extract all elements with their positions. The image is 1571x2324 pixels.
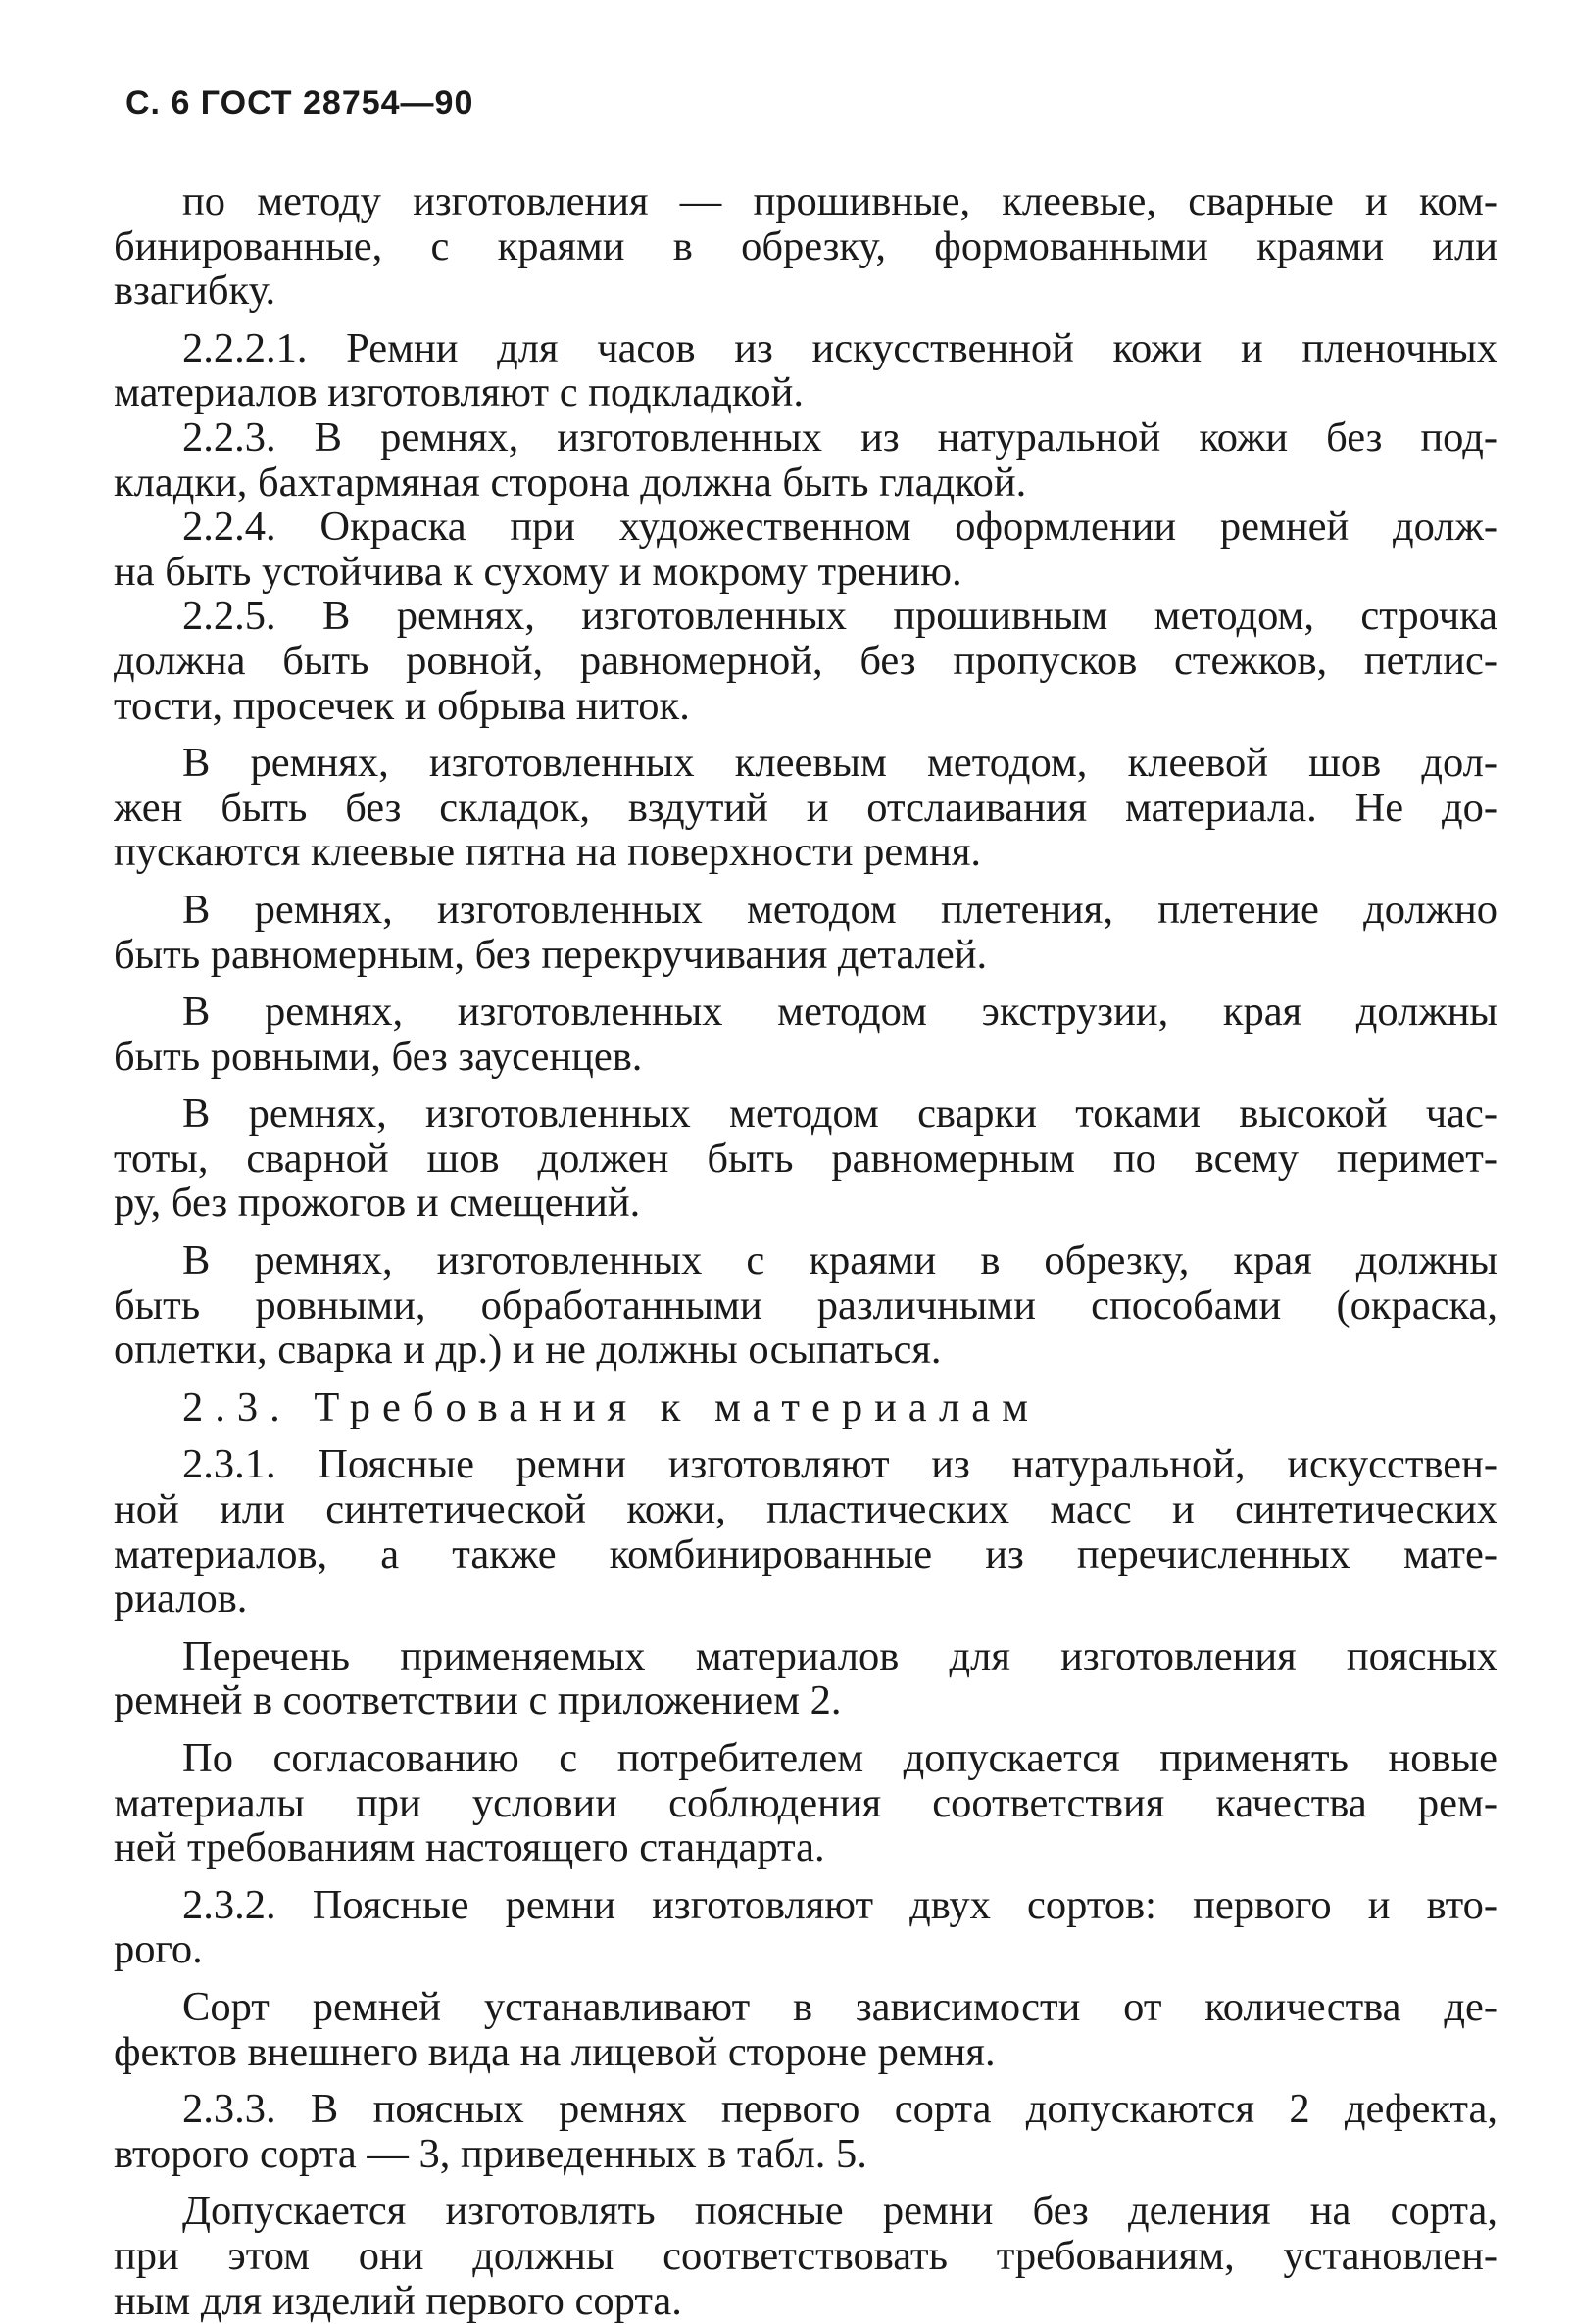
paragraph xyxy=(114,179,1497,314)
text-line: рого. xyxy=(114,1926,203,1973)
paragraph xyxy=(114,741,1497,875)
text-line: Допускается изготовлять поясные ремни без деления на сорта, xyxy=(182,2189,1497,2234)
text-line: кладки, бахтармяная сторона должна быть гладкой. xyxy=(114,459,1027,506)
text-line: жен быть без складок, вздутий и отслаивания материала. Не до- xyxy=(114,785,1497,831)
text-line: быть ровными, без заусенцев. xyxy=(114,1033,643,1080)
paragraph xyxy=(114,990,1497,1079)
text-line: оплетки, сварка и др.) и не должны осыпаться. xyxy=(114,1327,942,1374)
text-line: пускаются клеевые пятна на поверхности ремня. xyxy=(114,829,982,876)
text-line: 2.2.5. В ремнях, изготовленных прошивным методом, строчка xyxy=(182,594,1497,639)
text-line: ней требованиям настоящего стандарта. xyxy=(114,1824,825,1871)
text-line: 2.3. Требования к материалам xyxy=(182,1383,1041,1430)
text-line: 2.3.1. Поясные ремни изготовляют из натуральной, искусствен- xyxy=(182,1442,1497,1488)
text-line: В ремнях, изготовленных методом сварки токами высокой час- xyxy=(182,1091,1497,1137)
text-line: ремней в соответствии с приложением 2. xyxy=(114,1677,842,1724)
text-line: В ремнях, изготовленных методом плетения, плетение должно xyxy=(182,887,1497,933)
text-line: второго сорта — 3, приведенных в табл. 5. xyxy=(114,2130,867,2177)
text-line: Сорт ремней устанавливают в зависимости от количества де- xyxy=(182,1984,1497,2030)
page-header: С. 6 ГОСТ 28754—90 xyxy=(125,84,474,121)
paragraph xyxy=(114,1091,1497,1226)
text-line: быть равномерным, без перекручивания деталей. xyxy=(114,931,988,978)
text-line: на быть устойчива к сухому и мокрому трению. xyxy=(114,548,962,595)
text-line: В ремнях, изготовленных методом экструзии, края должны xyxy=(182,990,1497,1035)
paragraph xyxy=(114,2189,1497,2323)
text-line: фектов внешнего вида на лицевой стороне ремня. xyxy=(114,2028,996,2075)
paragraph xyxy=(114,505,1497,594)
text-line: бинированные, с краями в обрезку, формованными краями или xyxy=(114,223,1497,269)
text-line: В ремнях, изготовленных клеевым методом, клеевой шов дол- xyxy=(182,741,1497,786)
text-line: По согласованию с потребителем допускается применять новые xyxy=(182,1736,1497,1781)
paragraph xyxy=(114,1736,1497,1870)
paragraph xyxy=(114,415,1497,505)
text-line: материалов изготовляют с подкладкой. xyxy=(114,369,805,416)
text-line: Перечень применяемых материалов для изготовления поясных xyxy=(182,1633,1497,1679)
text-line: взагибку. xyxy=(114,267,276,315)
text-line: материалов, а также комбинированные из перечисленных мате- xyxy=(114,1531,1497,1577)
text-line: ру, без прожогов и смещений. xyxy=(114,1180,641,1227)
text-line: 2.3.2. Поясные ремни изготовляют двух сортов: первого и вто- xyxy=(182,1882,1497,1928)
paragraph xyxy=(114,2087,1497,2176)
text-line: 2.2.2.1. Ремни для часов из искусственной кожи и пленочных xyxy=(182,325,1497,371)
paragraph xyxy=(114,1985,1497,2074)
paragraph xyxy=(114,1442,1497,1621)
text-line: 2.2.3. В ремнях, изготовленных из натуральной кожи без под- xyxy=(182,414,1497,460)
text-line: В ремнях, изготовленных с краями в обрезку, края должны xyxy=(182,1238,1497,1283)
paragraph xyxy=(114,1883,1497,1972)
paragraph xyxy=(114,888,1497,977)
text-line: тоты, сварной шов должен быть равномерным по всему перимет- xyxy=(114,1136,1497,1182)
text-line: 2.2.4. Окраска при художественном оформлении ремней долж- xyxy=(182,505,1497,550)
text-line: материалы при условии соблюдения соответствия качества рем- xyxy=(114,1780,1497,1826)
section-heading xyxy=(114,1385,1497,1430)
text-line: 2.3.3. В поясных ремнях первого сорта допускаются 2 дефекта, xyxy=(182,2087,1497,2132)
paragraph xyxy=(114,1634,1497,1723)
paragraph xyxy=(114,326,1497,415)
text-line: тости, просечек и обрыва ниток. xyxy=(114,682,690,729)
text-line: ным для изделий первого сорта. xyxy=(114,2277,682,2324)
text-line: при этом они должны соответствовать требованиям, установлен- xyxy=(114,2233,1497,2279)
text-line: ной или синтетической кожи, пластических масс и синтетических xyxy=(114,1487,1497,1532)
text-line: должна быть ровной, равномерной, без пропусков стежков, петлис- xyxy=(114,638,1497,684)
text-line: по методу изготовления — прошивные, клеевые, сварные и ком- xyxy=(182,179,1497,224)
document-body xyxy=(114,179,1497,2323)
text-line: быть ровными, обработанными различными способами (окраска, xyxy=(114,1283,1497,1329)
paragraph xyxy=(114,594,1497,728)
text-line: риалов. xyxy=(114,1575,248,1622)
paragraph xyxy=(114,1238,1497,1373)
